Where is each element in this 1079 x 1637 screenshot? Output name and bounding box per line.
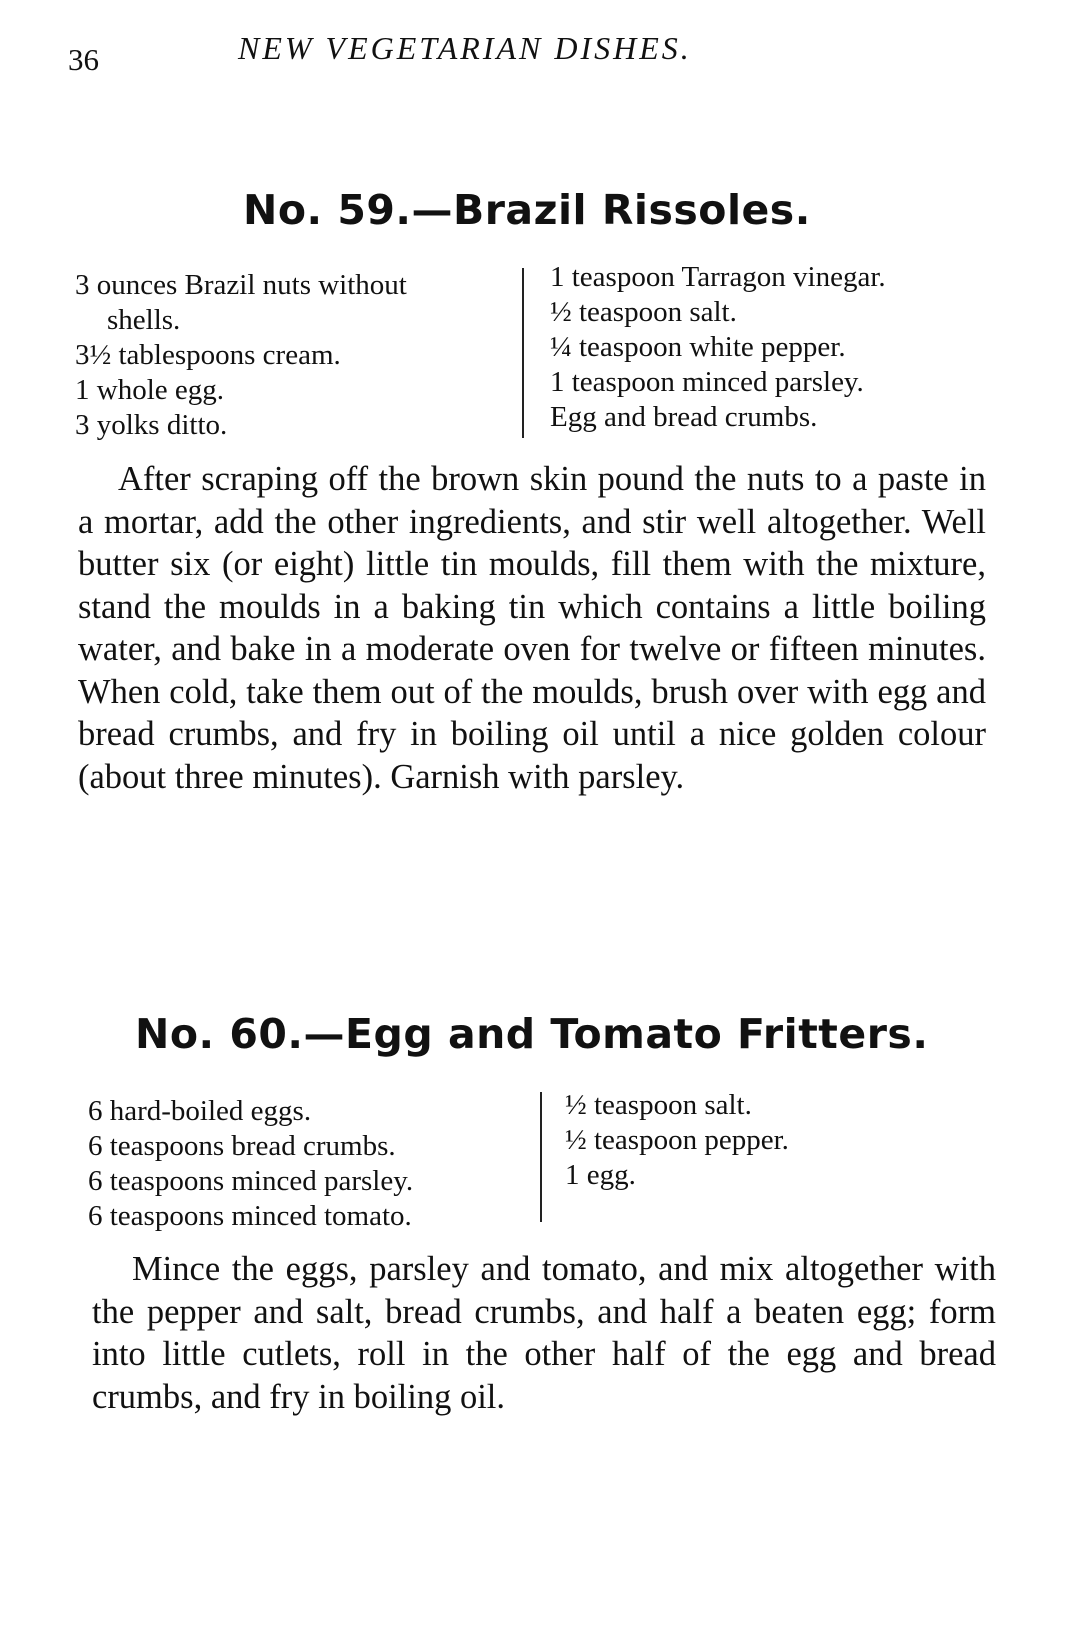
method-text: Mince the eggs, parsley and tomato, and mix altogether with the pepper and salt, bread crumbs, and half a beaten egg; form into little cutlets, roll in the other half of the egg and bread crumbs, and fry in boiling oil. <box>92 1250 996 1416</box>
recipe-method <box>92 1248 996 1418</box>
ingredient: 6 hard-boiled eggs. <box>88 1095 312 1127</box>
ingredient: ½ teaspoon salt. <box>565 1089 752 1121</box>
column-divider <box>522 268 524 438</box>
recipe-title: No. 60.—Egg and Tomato Fritters. <box>135 1010 929 1058</box>
recipe-title: No. 59.—Brazil Rissoles. <box>243 186 811 234</box>
ingredients-right <box>565 1088 789 1193</box>
ingredient: 6 teaspoons minced parsley. <box>88 1165 414 1197</box>
ingredients-left <box>88 1094 413 1234</box>
ingredient: 3½ tablespoons cream. <box>75 339 341 371</box>
running-title: NEW VEGETARIAN DISHES. <box>238 30 692 66</box>
ingredient: 6 teaspoons bread crumbs. <box>88 1130 396 1162</box>
page-number: 36 <box>68 42 99 77</box>
ingredient: shells. <box>107 304 181 336</box>
ingredient: ½ teaspoon pepper. <box>565 1124 789 1156</box>
ingredient: Egg and bread crumbs. <box>550 401 818 433</box>
ingredient: 1 teaspoon minced parsley. <box>550 366 864 398</box>
ingredient: 1 teaspoon Tarragon vinegar. <box>550 261 886 293</box>
column-divider <box>540 1092 542 1222</box>
ingredient: 1 whole egg. <box>75 374 224 406</box>
ingredients-right <box>550 260 886 435</box>
ingredients-left <box>75 268 407 443</box>
ingredient: 3 yolks ditto. <box>75 409 228 441</box>
ingredient: ½ teaspoon salt. <box>550 296 737 328</box>
ingredient: 6 teaspoons minced tomato. <box>88 1200 412 1232</box>
ingredient: 3 ounces Brazil nuts without <box>75 269 407 301</box>
ingredient: 1 egg. <box>565 1159 636 1191</box>
method-text: After scraping off the brown skin pound the nuts to a paste in a mortar, add the other ingredients, and stir well altogether. Well butter six (or eight) little tin moulds, fill them with the mixture, stand the moulds in a baking tin which contains a little boiling water, and bake in a moderate oven for twelve or fifteen minutes. When cold, take them out of the moulds, brush over with egg and bread crumbs, and fry in boiling oil until a nice golden colour (about three minutes). Garnish with parsley. <box>78 460 986 796</box>
recipe-method <box>78 458 986 798</box>
ingredient: ¼ teaspoon white pepper. <box>550 331 846 363</box>
